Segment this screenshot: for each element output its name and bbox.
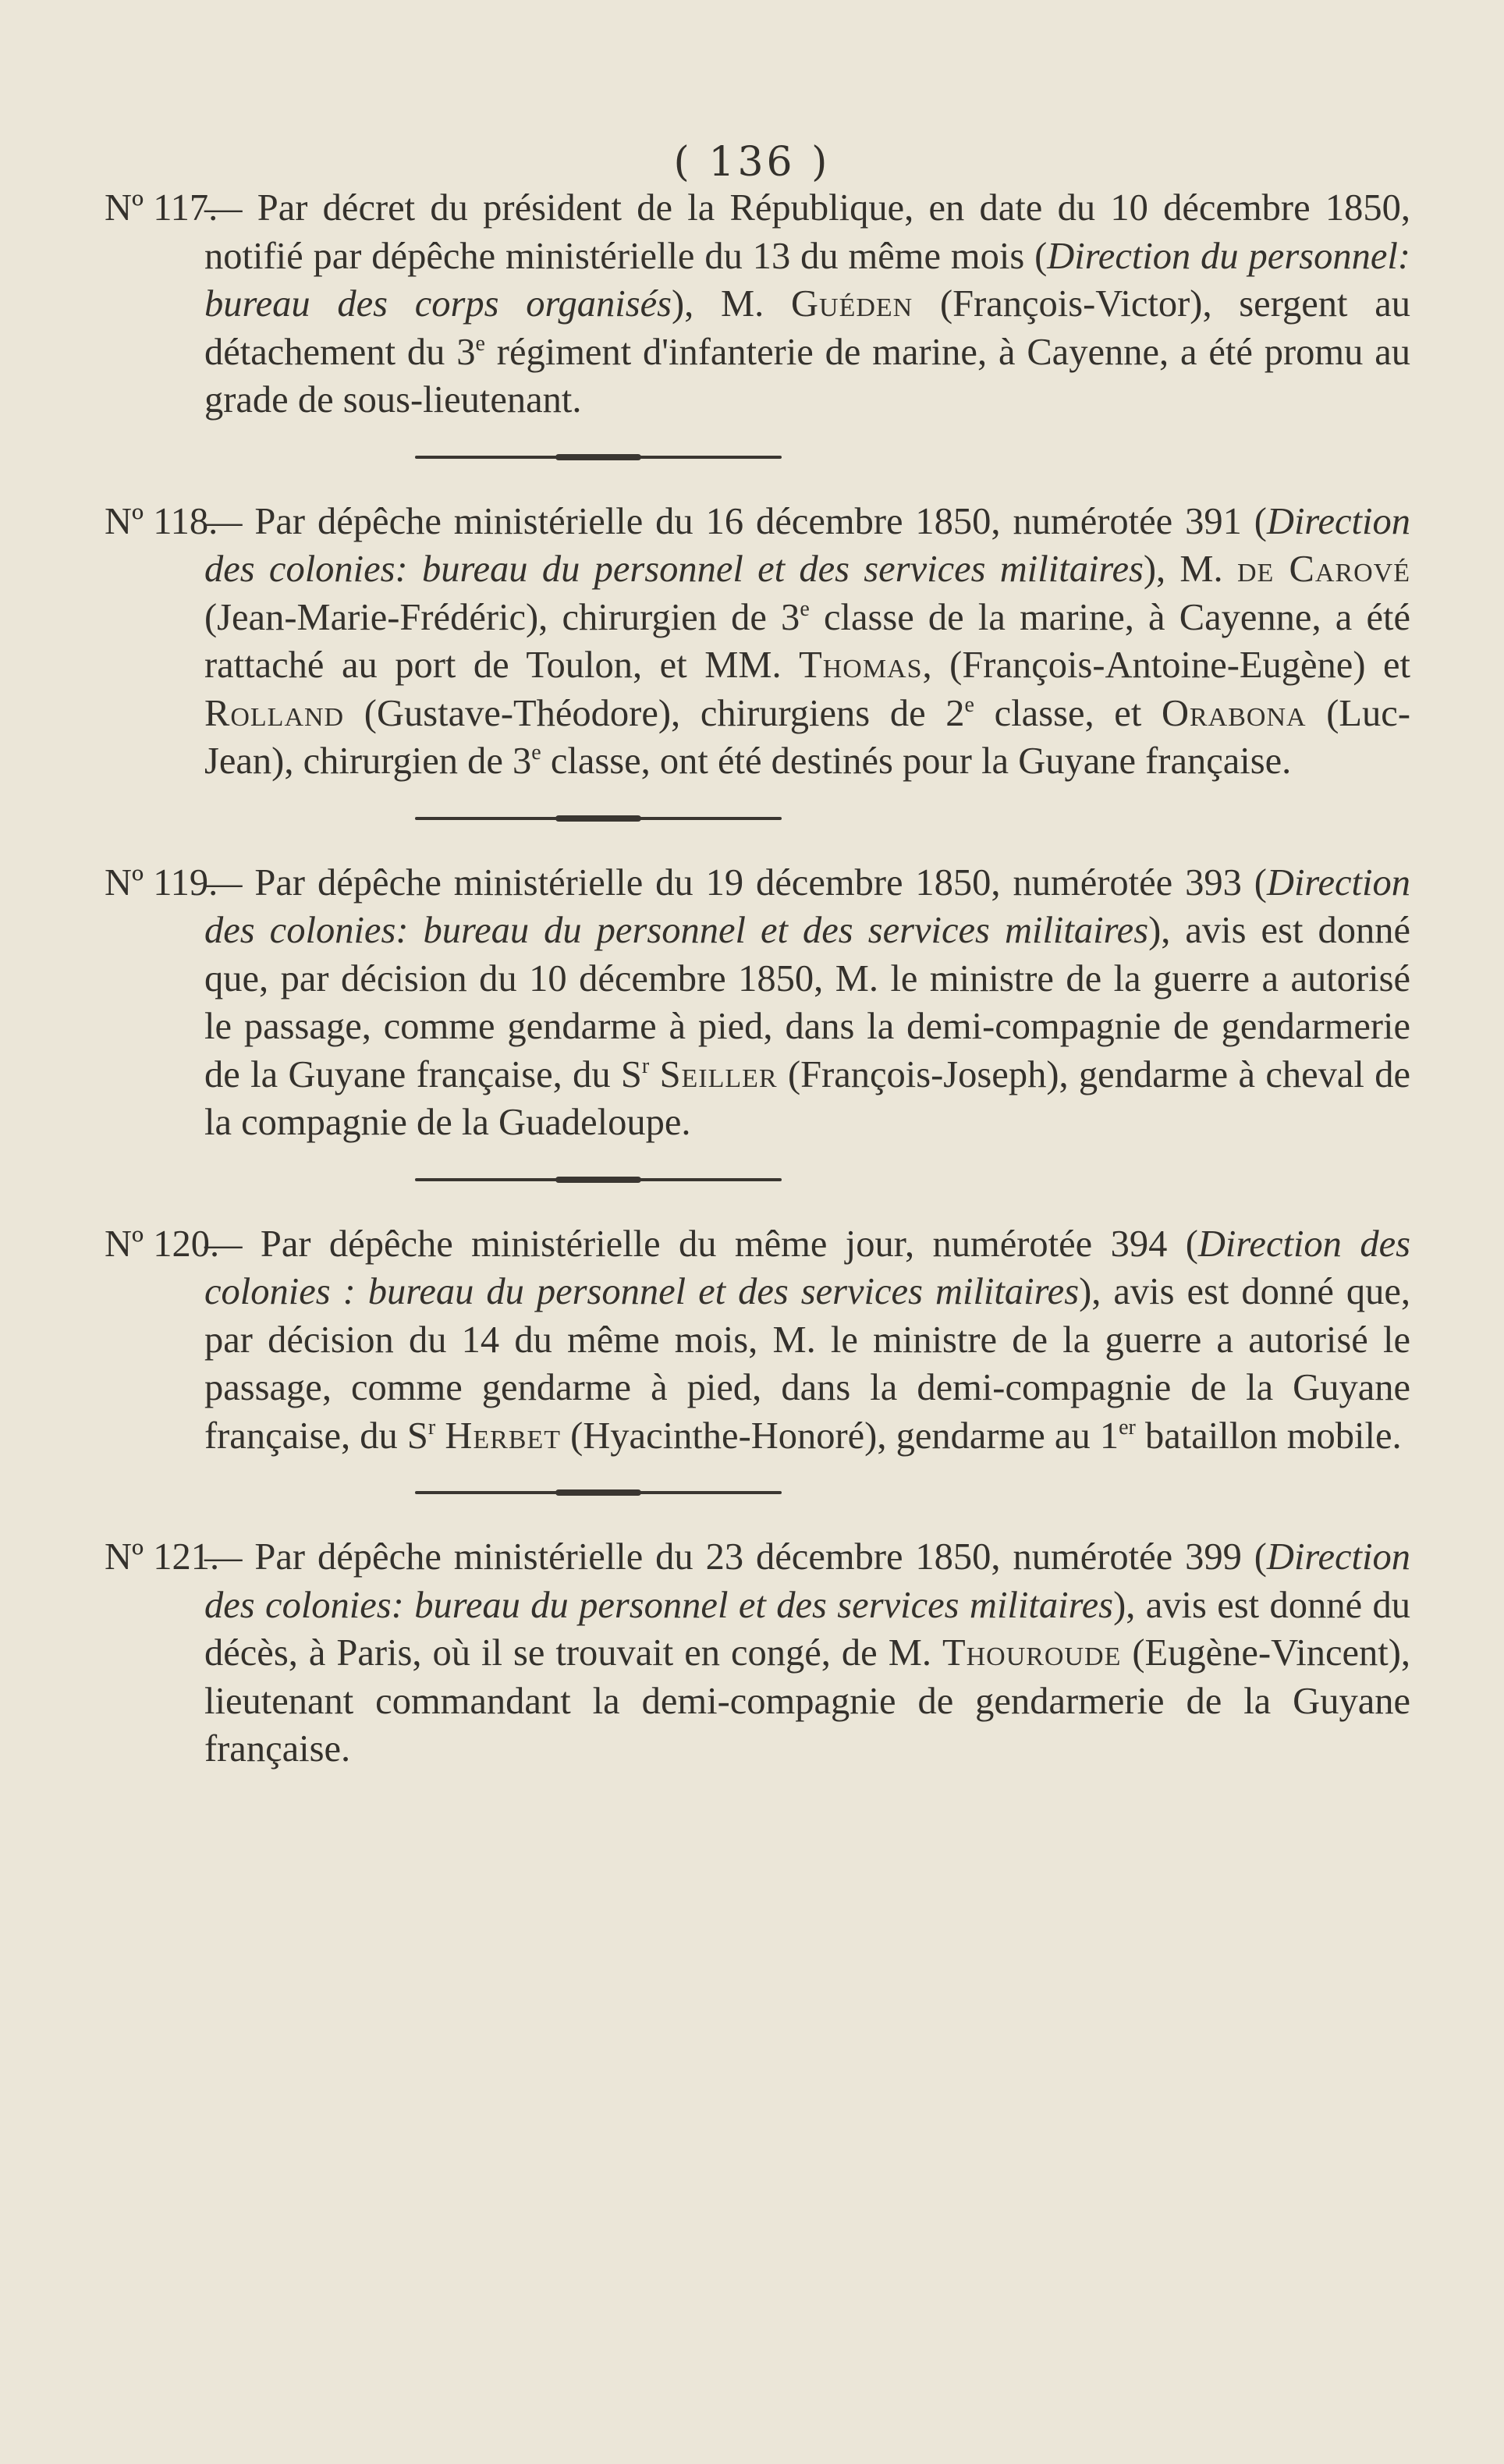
person-name: Thomas [799, 644, 923, 686]
section-divider [415, 1178, 782, 1181]
page-number: ( 136 ) [673, 139, 831, 186]
italic-reference: Direction des colonies : bureau du personnel et des services militaires [204, 1223, 1410, 1312]
italic-reference: Direction des colonies: bureau du personnel et des services militaires [204, 500, 1410, 590]
entry-118: Nº 118. — Par dépêche ministérielle du 16 décembre 1850, numérotée 391 (Direction des colonies: bureau du personnel et des services militaires), M. de Carové (Jean-Marie-Frédéric), chirurgien de 3e classe de la marine, à Cayenne, a été rattaché au port de Toulon, et MM. Thomas, (François-Antoine-Eugène) et Rolland (Gustave-Théodore), chirurgiens de 2e classe, et Orabona (Luc-Jean), chirurgien de 3e classe, ont été destinés pour la Guyane française. [204, 498, 1410, 786]
entry-119: Nº 119. — Par dépêche ministérielle du 19 décembre 1850, numérotée 393 (Direction des colonies: bureau du personnel et des services militaires), avis est donné que, par décision du 10 décembre 1850, M. le ministre de la guerre a autorisé le passage, comme gendarme à pied, dans la demi-compagnie de gendarmerie de la Guyane française, du $S^r$ Seiller (François-Joseph), gendarme à cheval de la compagnie de la Guadeloupe. [204, 859, 1410, 1147]
italic-reference: Direction du personnel: bureau des corps organisés [204, 235, 1410, 325]
person-name: Rolland [204, 692, 345, 734]
person-name: Thouroude [942, 1632, 1122, 1674]
person-name: Seiller [659, 1053, 778, 1095]
section-divider [415, 817, 782, 820]
entry-number: Nº 118. [105, 500, 218, 542]
entry-121: Nº 121. — Par dépêche ministérielle du 23 décembre 1850, numérotée 399 (Direction des colonies: bureau du personnel et des services militaires), avis est donné du décès, à Paris, où il se trouvait en congé, de M. Thouroude (Eugène-Vincent), lieutenant commandant la demi-compagnie de gendarmerie de la Guyane française. [204, 1533, 1410, 1773]
section-divider [415, 1491, 782, 1494]
italic-reference: Direction des colonies: bureau du personnel et des services militaires [204, 861, 1410, 951]
entry-number: Nº 119. [105, 861, 218, 904]
person-name: Orabona [1161, 692, 1307, 734]
entry-117: Nº 117. — Par décret du président de la République, en date du 10 décembre 1850, notifié par dépêche ministérielle du 13 du même mois (Direction du personnel: bureau des corps organisés), M. Guéden (François-Victor), sergent au détachement du 3e régiment d'infanterie de marine, à Cayenne, a été promu au grade de sous-lieutenant. [204, 184, 1410, 424]
person-name: Herbet [445, 1415, 561, 1457]
entry-number: Nº 120. [105, 1223, 220, 1265]
italic-reference: Direction des colonies: bureau du personnel et des services militaires [204, 1536, 1410, 1626]
entry-number: Nº 121. [105, 1536, 220, 1578]
person-name: Guéden [791, 283, 913, 325]
person-name: de Carové [1236, 549, 1410, 590]
entry-120: Nº 120. — Par dépêche ministérielle du même jour, numérotée 394 (Direction des colonies : bureau du personnel et des services militaires), avis est donné que, par décision du 14 du même mois, M. le ministre de la guerre a autorisé le passage, comme gendarme à pied, dans la demi-compagnie de la Guyane française, du $S^r$ Herbet (Hyacinthe-Honoré), gendarme au 1er bataillon mobile. [204, 1220, 1410, 1461]
section-divider [415, 456, 782, 459]
entry-number: Nº 117. [105, 187, 218, 229]
